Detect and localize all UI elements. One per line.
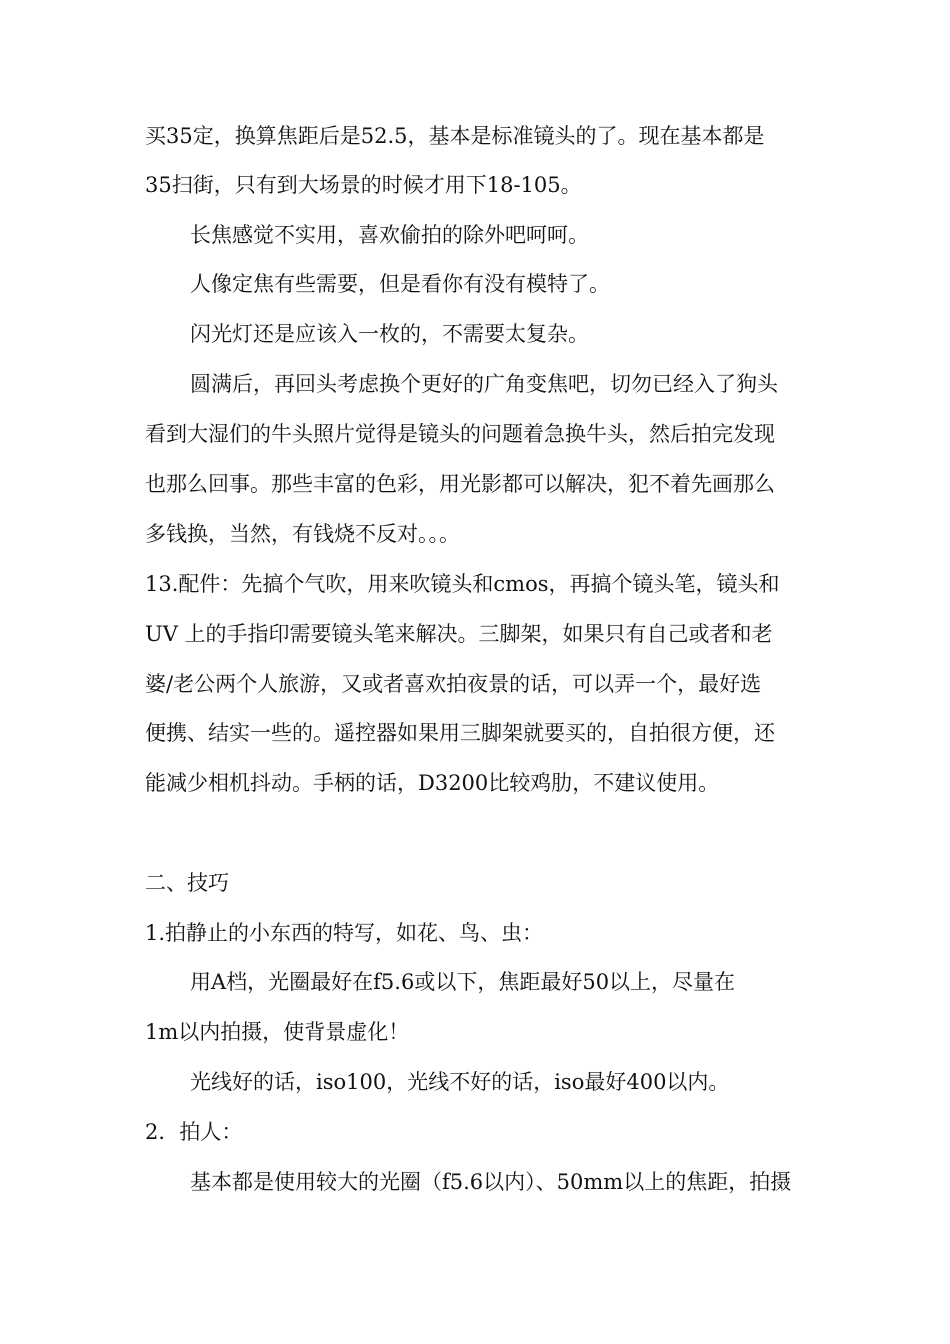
text-line: 婆/老公两个人旅游，又或者喜欢拍夜景的话，可以弄一个，最好选 <box>145 672 762 696</box>
text-line: 基本都是使用较大的光圈（f5.6以内）、50mm以上的焦距，拍摄 <box>190 1170 792 1194</box>
text-line: 35扫街，只有到大场景的时候才用下18-105。 <box>145 173 582 197</box>
text-line: 圆满后，再回头考虑换个更好的广角变焦吧，切勿已经入了狗头 <box>190 372 778 396</box>
text-line: 长焦感觉不实用，喜欢偷拍的除外吧呵呵。 <box>190 223 589 247</box>
text-line: 能减少相机抖动。手柄的话，D3200比较鸡肋，不建议使用。 <box>145 771 720 795</box>
text-line: 看到大湿们的牛头照片觉得是镜头的问题着急换牛头，然后拍完发现 <box>145 422 775 446</box>
text-line: 1m以内拍摄，使背景虚化！ <box>145 1020 410 1044</box>
text-line: 也那么回事。那些丰富的色彩，用光影都可以解决，犯不着先画那么 <box>145 472 775 496</box>
text-line: 便携、结实一些的。遥控器如果用三脚架就要买的，自拍很方便，还 <box>145 721 775 745</box>
text-line: 闪光灯还是应该入一枚的，不需要太复杂。 <box>190 322 589 346</box>
text-line: 光线好的话，iso100，光线不好的话，iso最好400以内。 <box>190 1070 730 1094</box>
text-line: 多钱换，当然，有钱烧不反对。。。 <box>145 522 460 546</box>
text-line: 用A档，光圈最好在f5.6或以下，焦距最好50以上，尽量在 <box>190 970 736 994</box>
text-line: 1.拍静止的小东西的特写，如花、鸟、虫： <box>145 921 544 945</box>
text-line: 买35定，换算焦距后是52.5，基本是标准镜头的了。现在基本都是 <box>145 124 765 148</box>
text-line: 2．拍人： <box>145 1120 243 1144</box>
section-heading: 二、技巧 <box>145 871 229 895</box>
text-line: 人像定焦有些需要，但是看你有没有模特了。 <box>190 272 610 296</box>
text-line: UV 上的手指印需要镜头笔来解决。三脚架，如果只有自己或者和老 <box>145 622 773 646</box>
text-line: 13.配件：先搞个气吹，用来吹镜头和cmos，再搞个镜头笔，镜头和 <box>145 572 780 596</box>
